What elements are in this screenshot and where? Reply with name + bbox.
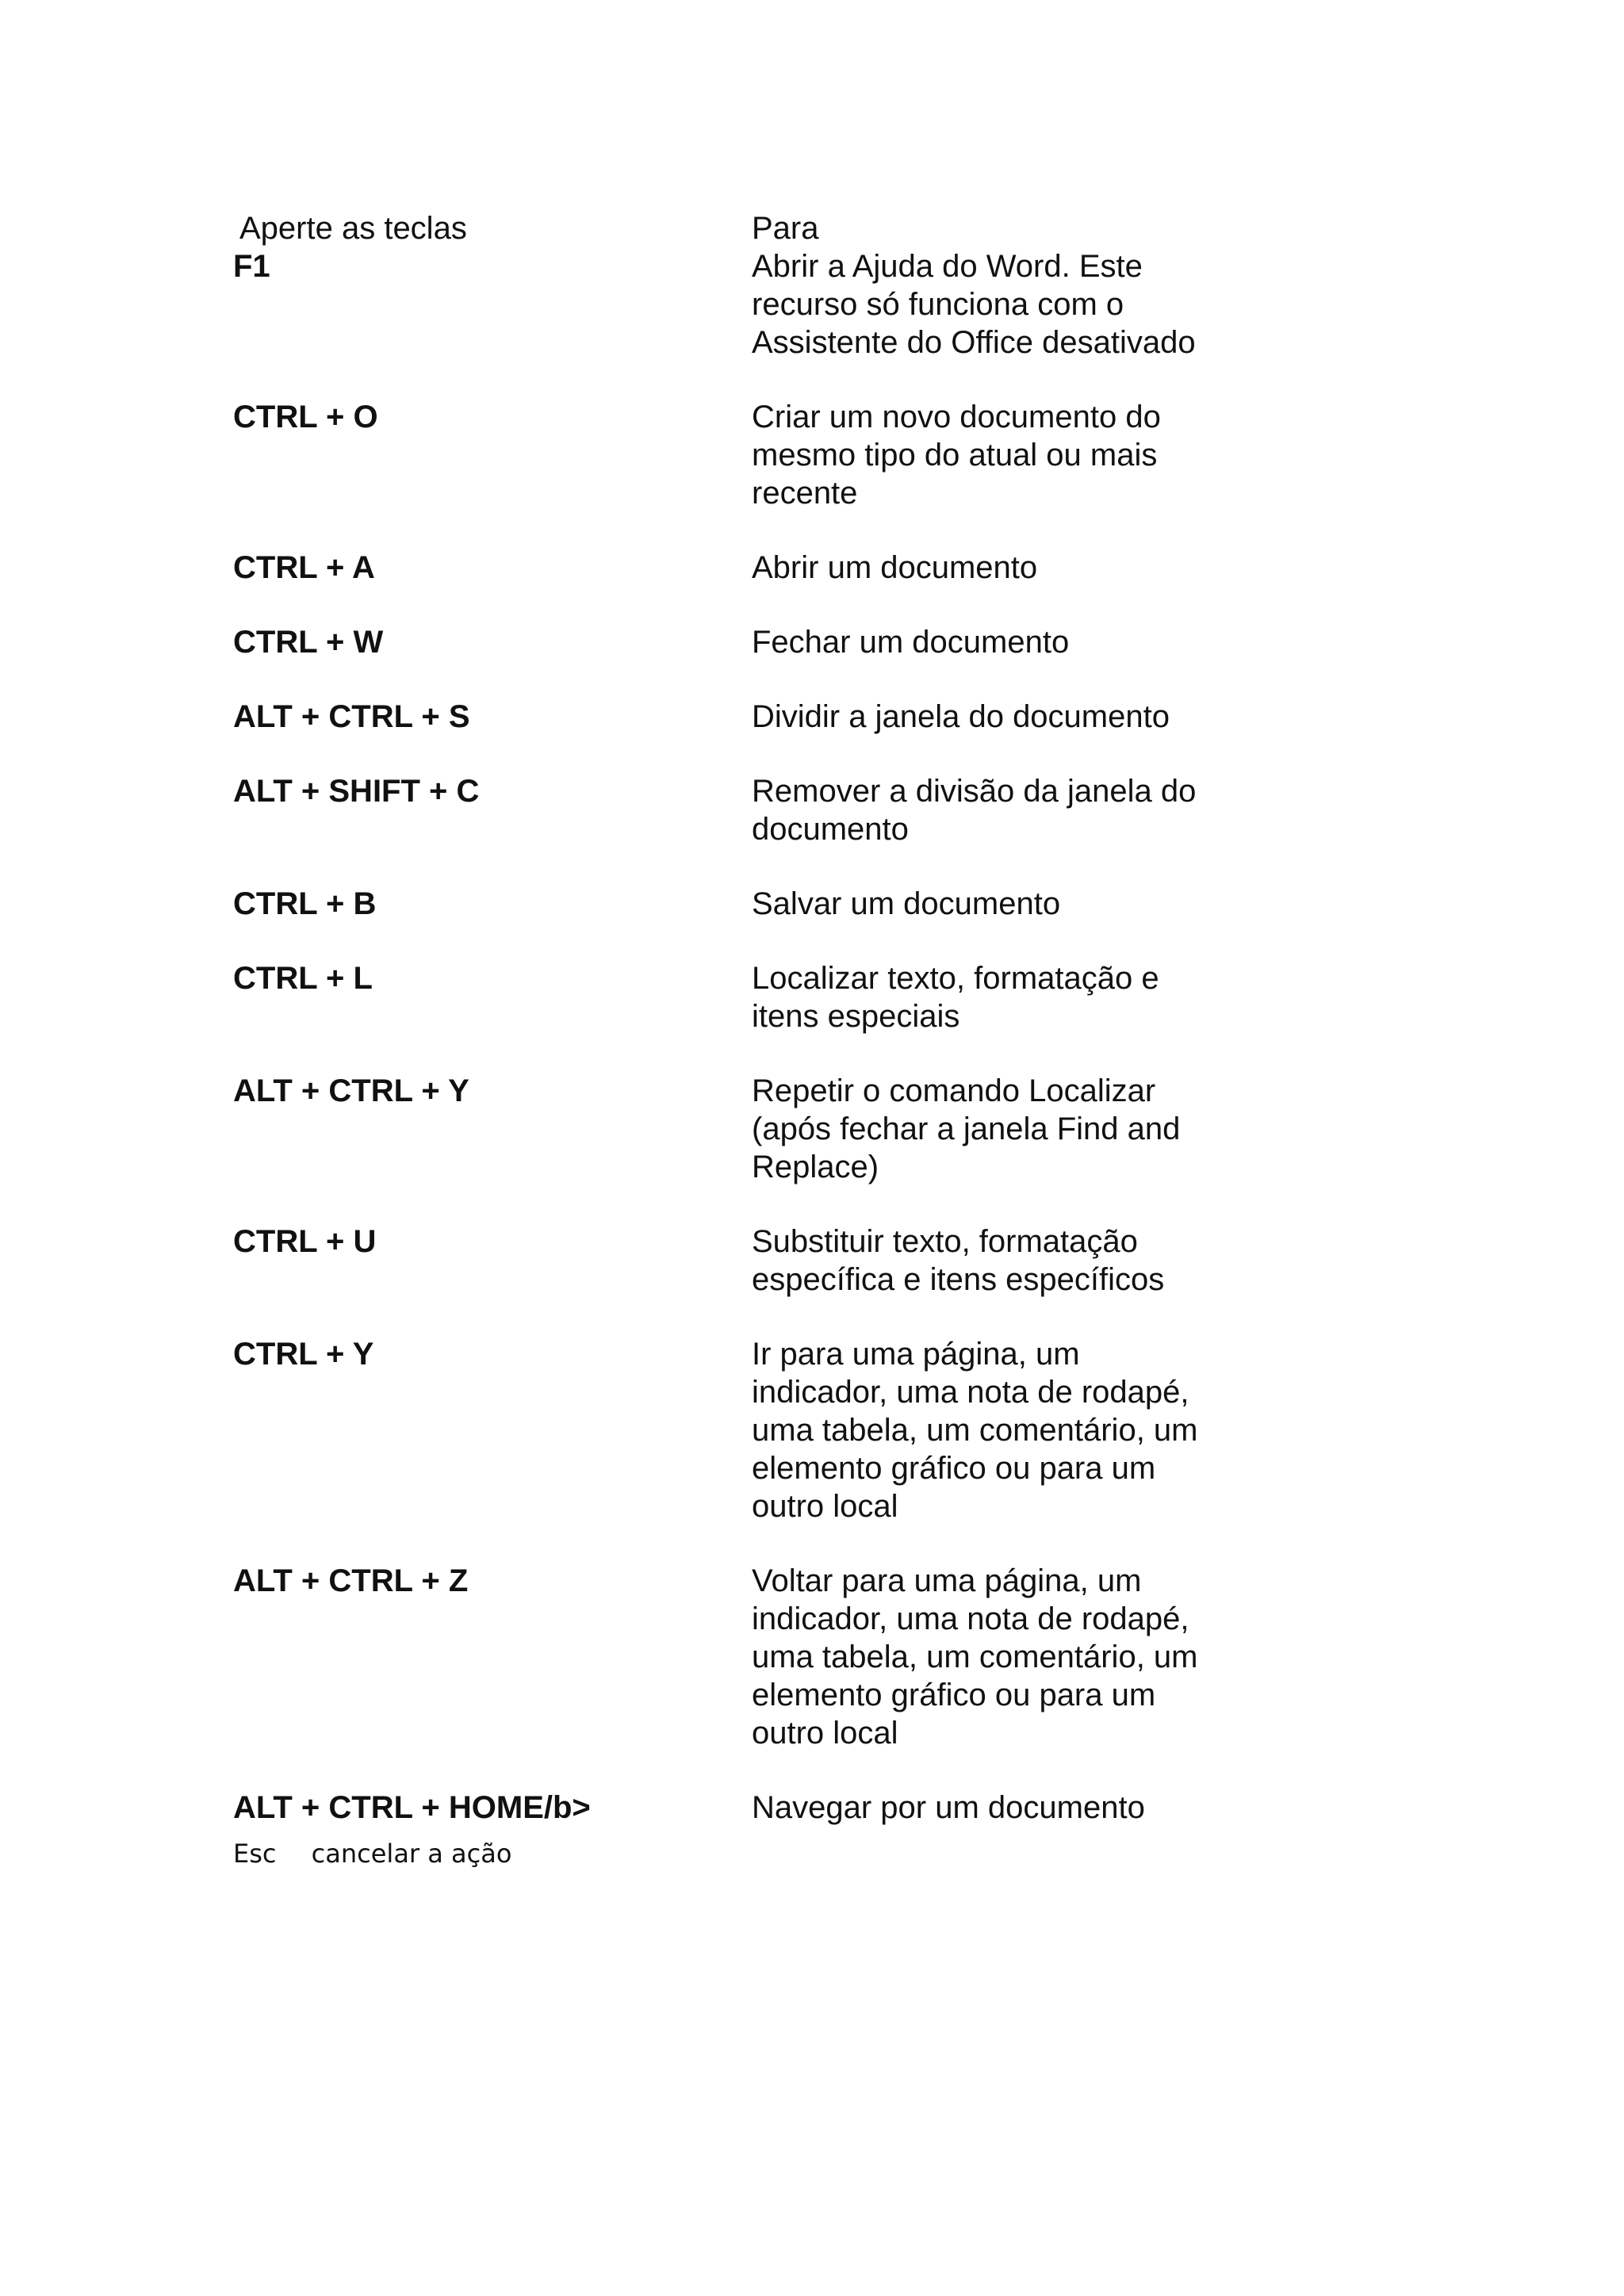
shortcut-description	[752, 549, 1307, 587]
footnote	[233, 1838, 511, 1869]
shortcut-keys: CTRL + O	[233, 400, 378, 434]
description-line: (após fechar a janela Find and	[752, 1112, 1181, 1146]
column-header-keys: Aperte as teclas	[239, 211, 467, 246]
shortcut-keys: CTRL + Y	[233, 1337, 374, 1372]
shortcut-keys: CTRL + L	[233, 961, 373, 996]
shortcut-keys: ALT + CTRL + Z	[233, 1563, 469, 1598]
shortcut-keys: CTRL + W	[233, 625, 384, 660]
description-line: Repetir o comando Localizar	[752, 1073, 1156, 1108]
shortcut-description	[752, 623, 1307, 661]
shortcut-keys: CTRL + B	[233, 886, 377, 921]
description-line: Abrir a Ajuda do Word. Este	[752, 249, 1143, 284]
shortcut-keys: ALT + CTRL + Y	[233, 1073, 469, 1108]
shortcut-description	[752, 885, 1307, 923]
description-line: elemento gráfico ou para um	[752, 1678, 1156, 1712]
shortcut-description	[752, 1562, 1307, 1752]
description-line: Abrir um documento	[752, 550, 1038, 585]
description-line: Localizar texto, formatação e	[752, 961, 1159, 996]
description-line: Remover a divisão da janela do	[752, 774, 1197, 809]
description-line: uma tabela, um comentário, um	[752, 1413, 1198, 1448]
description-line: outro local	[752, 1716, 898, 1751]
description-line: documento	[752, 812, 909, 847]
shortcut-description	[752, 1789, 1307, 1827]
shortcut-description	[752, 959, 1307, 1035]
shortcut-description	[752, 1072, 1307, 1186]
shortcut-keys: ALT + CTRL + HOME/b>	[233, 1790, 591, 1825]
description-line: Salvar um documento	[752, 886, 1061, 921]
description-line: elemento gráfico ou para um	[752, 1451, 1156, 1486]
description-line: recurso só funciona com o	[752, 287, 1124, 322]
description-line: Navegar por um documento	[752, 1790, 1145, 1825]
shortcut-keys: ALT + SHIFT + C	[233, 774, 480, 809]
shortcut-description	[752, 247, 1307, 362]
shortcut-keys: ALT + CTRL + S	[233, 699, 470, 734]
description-line: Voltar para uma página, um	[752, 1563, 1142, 1598]
shortcut-keys: CTRL + A	[233, 550, 375, 585]
description-line: Substituir texto, formatação	[752, 1224, 1138, 1259]
column-header-action: Para	[752, 211, 819, 246]
description-line: Dividir a janela do documento	[752, 699, 1170, 734]
description-line: Assistente do Office desativado	[752, 325, 1196, 360]
description-line: recente	[752, 476, 858, 511]
description-line: Fechar um documento	[752, 625, 1070, 660]
description-line: itens especiais	[752, 999, 960, 1034]
shortcut-description	[752, 1223, 1307, 1299]
shortcut-keys: CTRL + U	[233, 1224, 377, 1259]
description-line: Criar um novo documento do	[752, 400, 1161, 434]
description-line: indicador, uma nota de rodapé,	[752, 1601, 1189, 1636]
shortcut-description	[752, 1335, 1307, 1525]
footnote-action: cancelar a ação	[311, 1839, 512, 1869]
description-line: outro local	[752, 1489, 898, 1524]
description-line: específica e itens específicos	[752, 1262, 1165, 1297]
shortcut-description	[752, 772, 1307, 848]
description-line: mesmo tipo do atual ou mais	[752, 438, 1158, 473]
footnote-keys: Esc	[233, 1839, 277, 1869]
shortcut-keys: F1	[233, 249, 270, 284]
description-line: Ir para uma página, um	[752, 1337, 1080, 1372]
description-line: indicador, uma nota de rodapé,	[752, 1375, 1189, 1410]
shortcut-description	[752, 698, 1307, 736]
description-line: Replace)	[752, 1150, 879, 1184]
description-line: uma tabela, um comentário, um	[752, 1640, 1198, 1674]
shortcut-description	[752, 398, 1307, 512]
